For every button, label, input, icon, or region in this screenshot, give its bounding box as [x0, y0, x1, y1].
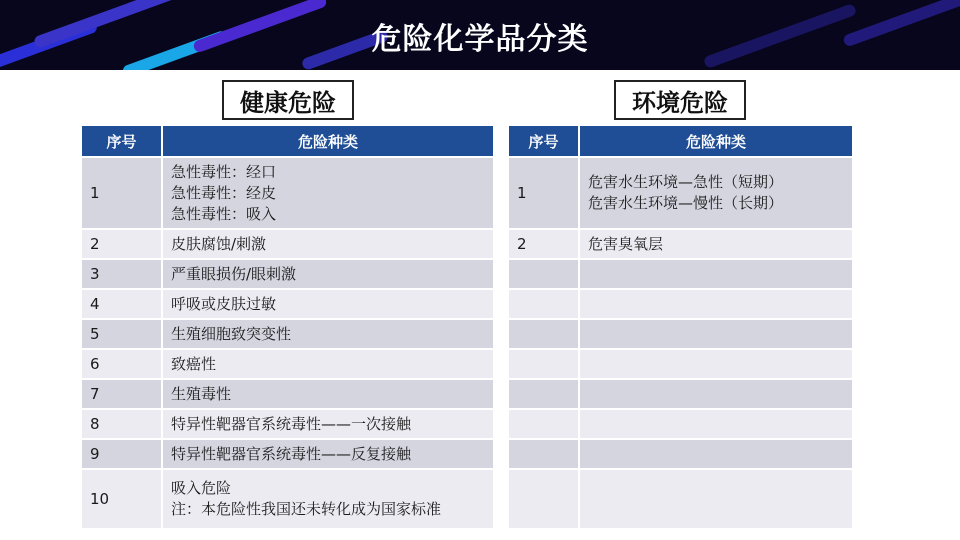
hazard-type-cell	[579, 259, 853, 289]
hazard-type-cell	[162, 379, 494, 409]
hazard-type-text: 特异性靶器官系统毒性——一次接触	[171, 414, 412, 433]
table-row	[509, 289, 853, 319]
row-number: 4	[82, 289, 162, 319]
hazard-type-cell	[579, 229, 853, 259]
health-hazard-heading: 健康危险	[222, 80, 354, 120]
row-number	[509, 319, 579, 349]
table-row	[509, 157, 853, 229]
hazard-type-text: 皮肤腐蚀/刺激	[171, 234, 267, 253]
table-row	[82, 229, 494, 259]
hazard-type-cell	[162, 469, 494, 529]
hazard-type-text: 呼吸或皮肤过敏	[171, 294, 277, 313]
hazard-type-text: 致癌性	[171, 354, 217, 373]
row-number	[509, 379, 579, 409]
table-row	[82, 289, 494, 319]
hazard-type-cell	[579, 349, 853, 379]
environment-hazard-heading: 环境危险	[614, 80, 746, 120]
hazard-type-text: 注：本危险性我国还未转化成为国家标准	[171, 500, 442, 518]
table-row	[509, 439, 853, 469]
hazard-type-cell	[579, 289, 853, 319]
row-number: 7	[82, 379, 162, 409]
hazard-type-cell	[162, 409, 494, 439]
title-banner	[0, 0, 960, 70]
table-header-row	[82, 126, 494, 157]
hazard-type-cell	[579, 409, 853, 439]
hazard-type-cell	[579, 439, 853, 469]
row-number	[509, 289, 579, 319]
table-row	[82, 409, 494, 439]
hazard-type-text: 急性毒性：经口	[171, 162, 277, 181]
hazard-type-cell	[162, 259, 494, 289]
hazard-type-text: 危害水生环境—慢性（长期）	[588, 194, 784, 212]
row-number: 6	[82, 349, 162, 379]
row-number	[509, 439, 579, 469]
column-header-hazard-type: 危险种类	[162, 126, 494, 157]
hazard-type-text: 急性毒性：经皮	[171, 183, 277, 202]
hazard-type-cell	[162, 289, 494, 319]
column-header-hazard-type: 危险种类	[579, 126, 853, 157]
hazard-type-cell	[162, 319, 494, 349]
row-number	[509, 349, 579, 379]
row-number: 5	[82, 319, 162, 349]
table-row	[82, 259, 494, 289]
table-row	[509, 319, 853, 349]
table-row	[509, 409, 853, 439]
hazard-type-text: 严重眼损伤/眼刺激	[171, 264, 297, 283]
column-header-number: 序号	[82, 126, 162, 157]
hazard-type-cell	[162, 439, 494, 469]
hazard-type-text: 危害臭氧层	[588, 234, 664, 253]
row-number: 1	[82, 157, 162, 229]
hazard-type-text: 危害水生环境—急性（短期）	[588, 173, 784, 191]
table-row	[82, 469, 494, 529]
hazard-type-text: 生殖细胞致突变性	[171, 324, 292, 343]
health-hazard-table	[82, 126, 495, 530]
column-header-number: 序号	[509, 126, 579, 157]
table-row	[82, 157, 494, 229]
table-row	[509, 379, 853, 409]
hazard-type-cell	[579, 379, 853, 409]
hazard-type-cell	[162, 157, 494, 229]
row-number	[509, 259, 579, 289]
hazard-type-text: 生殖毒性	[171, 384, 232, 403]
hazard-type-text: 急性毒性：吸入	[171, 204, 277, 223]
row-number: 2	[509, 229, 579, 259]
hazard-type-cell	[579, 469, 853, 529]
row-number: 8	[82, 409, 162, 439]
hazard-type-cell	[162, 229, 494, 259]
row-number: 2	[82, 229, 162, 259]
page-title: 危险化学品分类	[371, 22, 589, 57]
hazard-type-cell	[579, 319, 853, 349]
table-row	[82, 439, 494, 469]
table-row	[509, 259, 853, 289]
hazard-type-text: 特异性靶器官系统毒性——反复接触	[171, 444, 412, 463]
table-header-row	[509, 126, 853, 157]
table-row	[509, 229, 853, 259]
row-number	[509, 469, 579, 529]
table-row	[82, 349, 494, 379]
table-row	[509, 349, 853, 379]
table-row	[509, 469, 853, 529]
hazard-type-cell	[162, 349, 494, 379]
row-number: 9	[82, 439, 162, 469]
table-row	[82, 319, 494, 349]
hazard-type-text: 吸入危险	[171, 479, 232, 497]
table-row	[82, 379, 494, 409]
hazard-type-cell	[579, 157, 853, 229]
environment-hazard-table	[509, 126, 854, 530]
row-number	[509, 409, 579, 439]
row-number: 10	[82, 469, 162, 529]
row-number: 1	[509, 157, 579, 229]
row-number: 3	[82, 259, 162, 289]
